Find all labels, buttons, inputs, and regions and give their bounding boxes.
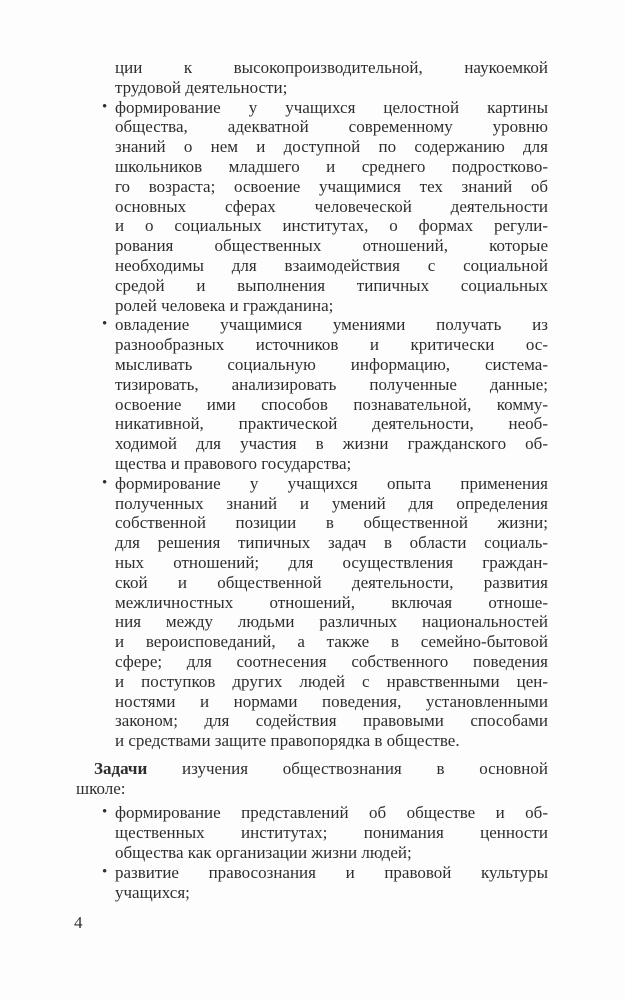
text-line: ных отношений; для осуществления граждан- bbox=[115, 552, 548, 572]
text-line: освоение ими способов познавательной, комму- bbox=[115, 394, 548, 414]
text-line: собственной позиции в общественной жизни; bbox=[115, 513, 548, 533]
text-line bbox=[76, 759, 548, 779]
text-line: ции к высокопроизводительной, наукоемкой bbox=[115, 58, 548, 77]
text-line: ходимой для участия в жизни гражданского об- bbox=[115, 434, 548, 454]
list-item bbox=[76, 803, 548, 862]
text-line: знаний о нем и доступной по содержанию для bbox=[115, 137, 548, 157]
text-line: школе: bbox=[76, 778, 126, 798]
text-line: общества, адекватной современному уровню bbox=[115, 117, 548, 137]
text-line: сфере; для соотнесения собственного поведения bbox=[115, 651, 548, 671]
text-line: школьников младшего и среднего подростково- bbox=[115, 156, 548, 176]
text-line: средой и выполнения типичных социальных bbox=[115, 275, 548, 295]
text-line: разнообразных источников и критически ос- bbox=[115, 335, 548, 355]
text-line: развитие правосознания и правовой культуры bbox=[115, 862, 548, 882]
text-line: полученных знаний и умений для определения bbox=[115, 493, 548, 513]
text-line: законом; для содействия правовыми способами bbox=[115, 711, 548, 731]
text-line: и вероисповеданий, а также в семейно-бытовой bbox=[115, 632, 548, 652]
list-item bbox=[76, 98, 548, 316]
bullet-icon: • bbox=[102, 98, 108, 115]
text-line: ния между людьми различных национальностей bbox=[115, 612, 548, 632]
text-line: щества и правового государства; bbox=[115, 453, 352, 473]
text-column bbox=[76, 58, 548, 902]
tasks-list bbox=[76, 803, 548, 902]
list-item bbox=[76, 863, 548, 903]
text-line: необходимы для взаимодействия с социальной bbox=[115, 255, 548, 275]
text-line: формирование представлений об обществе и об- bbox=[115, 803, 548, 823]
text-line: формирование у учащихся целостной картины bbox=[115, 97, 548, 117]
text-line: основных сферах человеческой деятельности bbox=[115, 196, 548, 216]
text-line: ской и общественной деятельности, развития bbox=[115, 572, 548, 592]
text-line: рования общественных отношений, которые bbox=[115, 236, 548, 256]
list-item bbox=[76, 315, 548, 473]
text-line: и средствами защите правопорядка в обществе. bbox=[115, 731, 460, 751]
text-line: ролей человека и гражданина; bbox=[115, 295, 334, 315]
text-line: и поступков других людей с нравственными цен- bbox=[115, 671, 548, 691]
text-line: для решения типичных задач в области социаль- bbox=[115, 533, 548, 553]
text-line: тизировать, анализировать полученные данные; bbox=[115, 374, 548, 394]
bullet-icon: • bbox=[102, 474, 108, 491]
continuation-block bbox=[76, 58, 548, 98]
tasks-line-rest: изучения обществознания в основной bbox=[182, 758, 548, 778]
text-line: общества как организации жизни людей; bbox=[115, 843, 412, 863]
text-line: щественных институтах; понимания ценности bbox=[115, 823, 548, 843]
text-line: ностями и нормами поведения, установленными bbox=[115, 691, 548, 711]
bullet-icon: • bbox=[102, 863, 108, 880]
list-item bbox=[76, 474, 548, 751]
text-line: формирование у учащихся опыта применения bbox=[115, 473, 548, 493]
text-line: межличностных отношений, включая отноше- bbox=[115, 592, 548, 612]
bullet-icon: • bbox=[102, 804, 108, 821]
text-line: учащихся; bbox=[115, 882, 190, 902]
tasks-lead-word: Задачи bbox=[94, 758, 148, 778]
text-line: и о социальных институтах, о формах регули- bbox=[115, 216, 548, 236]
text-line: никативной, практической деятельности, необ- bbox=[115, 414, 548, 434]
text-line: мысливать социальную информацию, система- bbox=[115, 354, 548, 374]
text-line: трудовой деятельности; bbox=[115, 77, 288, 97]
bullet-icon: • bbox=[102, 316, 108, 333]
page-number: 4 bbox=[74, 913, 83, 932]
text-line: го возраста; освоение учащимися тех знаний об bbox=[115, 176, 548, 196]
text-line: овладение учащимися умениями получать из bbox=[115, 315, 548, 335]
tasks-paragraph bbox=[76, 759, 548, 799]
